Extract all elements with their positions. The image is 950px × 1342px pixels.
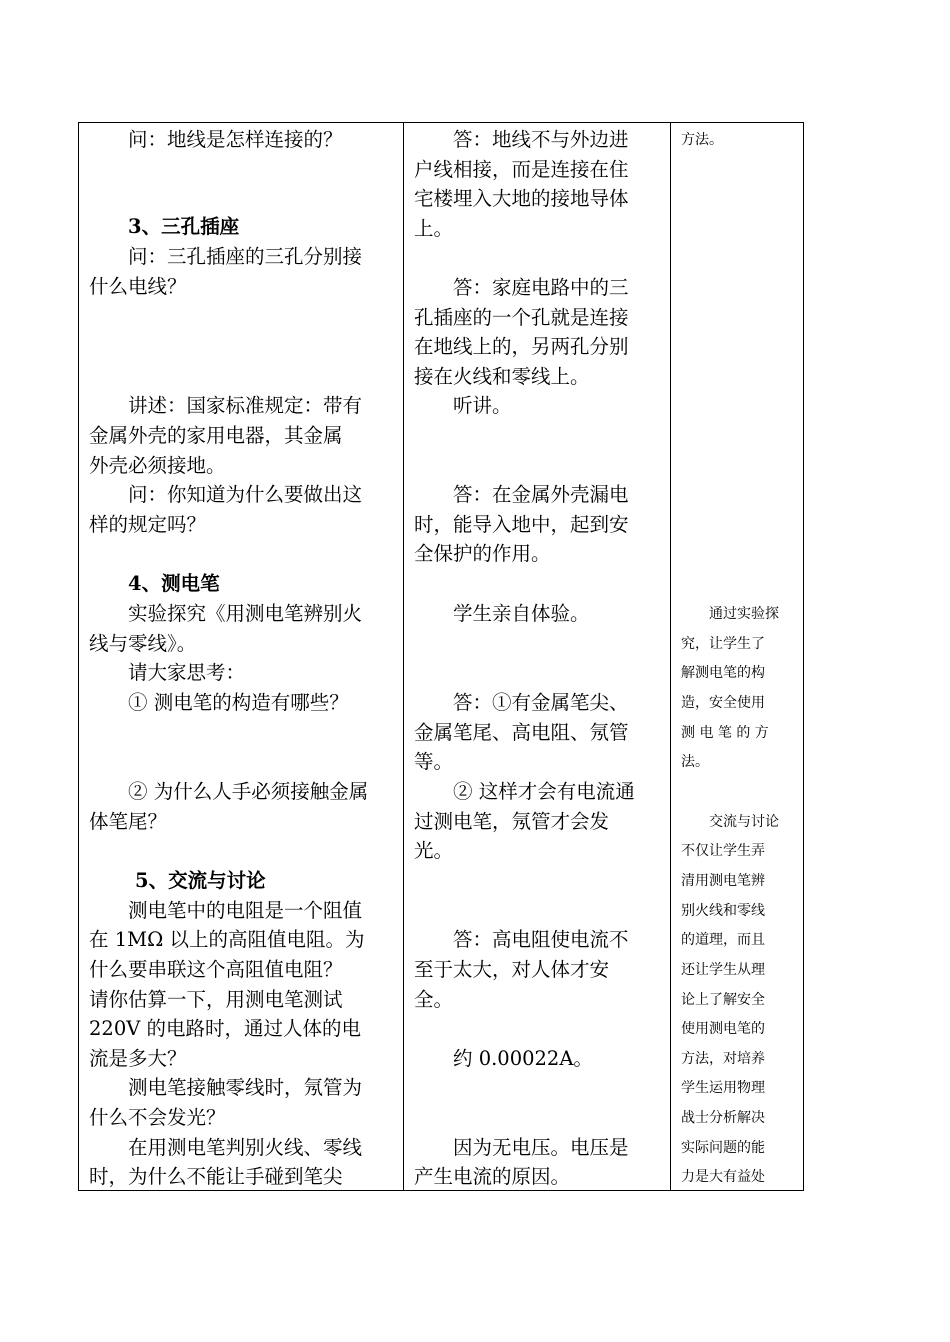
student-activity-column (404, 123, 670, 1190)
discussion-line: 请你估算一下，用测电笔测试 (89, 988, 343, 1011)
lecture-line: 外壳必须接地。 (89, 454, 226, 477)
lecture-line: 讲述：国家标准规定：带有 (128, 394, 363, 417)
answer-line: ② 这样才会有电流通 (453, 780, 635, 803)
note-line: 交流与讨论 (709, 814, 779, 830)
question-ground-wire: 问：地线是怎样连接的？ (128, 128, 343, 151)
answer-line: 答：①有金属笔尖、 (453, 691, 629, 714)
note-line: 战士分析解决 (681, 1110, 765, 1126)
discussion-line: 时，为什么不能让手碰到笔尖 (89, 1165, 343, 1188)
answer-line: 上。 (414, 217, 454, 240)
answer-line: 金属笔尾、高电阻、氖管 (414, 721, 629, 744)
note-line: 究，让学生了 (681, 636, 765, 652)
answer-line: 宅楼埋入大地的接地导体 (414, 187, 629, 210)
answer-line: 等。 (414, 750, 454, 773)
note-line: 不仅让学生弄 (681, 843, 765, 859)
answer-line: 约 0.00022A。 (453, 1047, 593, 1070)
note-line: 实际问题的能 (681, 1140, 765, 1156)
heading-three-hole-socket: 3、三孔插座 (128, 215, 240, 238)
note-line: 还让学生从理 (681, 962, 765, 978)
note-line: 别火线和零线 (681, 903, 765, 919)
question-regulation-line: 问：你知道为什么要做出这 (128, 483, 363, 506)
discussion-line: 什么不会发光？ (89, 1106, 226, 1129)
answer-line: 因为无电压。电压是 (453, 1136, 629, 1159)
answer-line: 至于太大，对人体才安 (414, 958, 610, 981)
note-line: 方法，对培养 (681, 1051, 765, 1067)
answer-line: 全保护的作用。 (414, 542, 551, 565)
answer-line: 答：在金属外壳漏电 (453, 483, 629, 506)
answer-line: 产生电流的原因。 (414, 1165, 571, 1188)
discussion-line: 流是多大？ (89, 1047, 187, 1070)
note-line: 的道理，而且 (681, 932, 765, 948)
discussion-line: 什么要串联这个高阻值电阻？ (89, 958, 343, 981)
note-line: 使用测电笔的 (681, 1021, 765, 1037)
note-line: 法。 (681, 754, 709, 770)
question-touch-line: ② 为什么人手必须接触金属 (128, 780, 369, 803)
teacher-activity-column (79, 123, 403, 1190)
note-line: 力是大有益处 (681, 1169, 765, 1185)
think-prompt: 请大家思考： (128, 661, 246, 684)
lecture-line: 金属外壳的家用电器，其金属 (89, 424, 343, 447)
answer-line: 户线相接，而是连接在住 (414, 158, 629, 181)
note-line: 论上了解安全 (681, 992, 765, 1008)
note-line: 测 电 笔 的 方 (681, 725, 769, 741)
design-notes-column (671, 123, 803, 1190)
experiment-line: 实验探究《用测电笔辨别火 (128, 602, 363, 625)
note-line: 清用测电笔辨 (681, 873, 765, 889)
note-line: 造，安全使用 (681, 695, 765, 711)
note-line: 解测电笔的构 (681, 665, 765, 681)
heading-test-pen: 4、测电笔 (128, 572, 220, 595)
answer-line: 光。 (414, 839, 454, 862)
question-socket-line: 问：三孔插座的三孔分别接 (128, 245, 363, 268)
answer-line: 全。 (414, 988, 454, 1011)
discussion-line: 测电笔接触零线时，氖管为 (128, 1076, 363, 1099)
experience-text: 学生亲自体验。 (453, 602, 590, 625)
answer-line: 孔插座的一个孔就是连接 (414, 306, 629, 329)
question-structure: ① 测电笔的构造有哪些？ (128, 691, 349, 714)
discussion-line: 在用测电笔判别火线、零线 (128, 1136, 363, 1159)
answer-line: 在地线上的，另两孔分别 (414, 335, 629, 358)
experiment-line: 线与零线》。 (89, 632, 197, 655)
discussion-line: 220V 的电路时，通过人体的电 (89, 1017, 362, 1040)
question-touch-line: 体笔尾？ (89, 810, 168, 833)
note-line: 通过实验探 (709, 606, 779, 622)
lesson-table (78, 122, 804, 1191)
answer-line: 接在火线和零线上。 (414, 365, 590, 388)
answer-line: 答：家庭电路中的三 (453, 276, 629, 299)
question-socket-line: 什么电线？ (89, 275, 187, 298)
answer-line: 答：地线不与外边进 (453, 128, 629, 151)
heading-discussion: 5、交流与讨论 (135, 869, 266, 892)
discussion-line: 在 1MΩ 以上的高阻值电阻。为 (89, 928, 365, 951)
listen-text: 听讲。 (453, 394, 512, 417)
note-line: 学生运用物理 (681, 1080, 765, 1096)
note-line: 方法。 (681, 132, 723, 148)
answer-line: 时，能导入地中，起到安 (414, 513, 629, 536)
discussion-line: 测电笔中的电阻是一个阻值 (128, 899, 363, 922)
question-regulation-line: 样的规定吗？ (89, 513, 207, 536)
answer-line: 过测电笔，氖管才会发 (414, 810, 610, 833)
answer-line: 答：高电阻使电流不 (453, 928, 629, 951)
